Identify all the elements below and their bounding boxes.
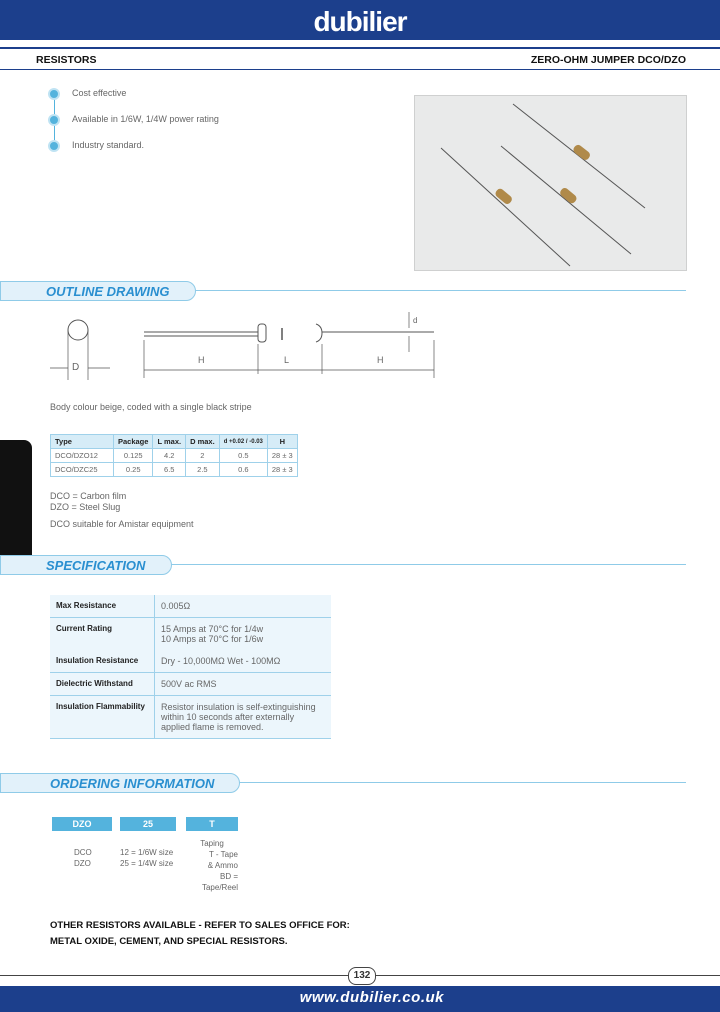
page-number: 132 — [348, 967, 376, 985]
website-link[interactable]: www.dubilier.co.uk — [299, 989, 444, 1006]
spec-value — [155, 673, 332, 696]
product-photo — [414, 95, 687, 271]
spec-row — [50, 618, 331, 651]
order-code-series: DZO — [52, 817, 112, 831]
brand-logo: dubilier — [313, 6, 407, 37]
spec-value — [155, 595, 332, 618]
order-option: 12 = 1/6W size — [120, 848, 174, 857]
order-option: T - Tape — [208, 850, 238, 859]
table-row — [51, 449, 298, 463]
order-options-series — [74, 847, 92, 869]
spec-label: Insulation Flammability — [50, 696, 155, 739]
dim-label-d: d — [413, 316, 418, 325]
section-label: SECTION 4 — [12, 608, 24, 668]
outline-drawing — [40, 310, 440, 382]
spec-line: applied flame is removed. — [161, 722, 264, 732]
section-side-tab — [0, 440, 32, 668]
top-banner — [0, 0, 720, 40]
dimension-table — [50, 434, 298, 477]
spec-label: Current Rating — [50, 618, 155, 651]
order-option: BD = Tape/Reel — [201, 872, 238, 892]
table-cell: 0.6 — [219, 463, 267, 477]
table-cell: 0.25 — [114, 463, 153, 477]
footer-bar — [0, 986, 720, 1012]
specification-title: SPECIFICATION — [46, 558, 146, 573]
col-header: d +0.02 / -0.03 — [219, 435, 267, 449]
table-cell: DCO/DZC25 — [51, 463, 114, 477]
table-cell: DCO/DZO12 — [51, 449, 114, 463]
category-label: RESISTORS — [36, 54, 97, 66]
table-cell: 28 ± 3 — [267, 449, 297, 463]
spec-label: Insulation Resistance — [50, 650, 155, 673]
dim-label-H: H — [377, 355, 384, 365]
col-header: L max. — [153, 435, 186, 449]
order-option: 25 = 1/4W size — [120, 859, 174, 868]
spec-row — [50, 673, 331, 696]
bullet-icon — [48, 114, 60, 126]
spec-line: Resistor insulation is self-extinguishing — [161, 702, 316, 712]
bullet-icon — [48, 88, 60, 100]
spec-line: 500V ac RMS — [161, 679, 217, 689]
other-resistors-note: OTHER RESISTORS AVAILABLE - REFER TO SALES OFFICE FOR: METAL OXIDE, CEMENT, AND SPECIAL RESISTORS. — [50, 920, 350, 947]
section-rule — [166, 564, 686, 565]
spec-value — [155, 696, 332, 739]
spec-line: Dry - 10,000MΩ Wet - 100MΩ — [161, 656, 281, 666]
col-header: H — [267, 435, 297, 449]
section-rule — [190, 290, 686, 291]
order-option: Taping — [200, 839, 224, 848]
dim-label-D: D — [72, 362, 80, 373]
spec-value — [155, 650, 332, 673]
outline-drawing-title: OUTLINE DRAWING — [46, 284, 170, 299]
ordering-title: ORDERING INFORMATION — [50, 776, 215, 791]
order-options-size — [120, 847, 173, 869]
specification-table — [50, 595, 331, 739]
table-cell: 4.2 — [153, 449, 186, 463]
resistor-photo-illustration — [415, 96, 686, 270]
product-title: ZERO-OHM JUMPER DCO/DZO — [530, 54, 686, 66]
note-line: DCO suitable for Amistar equipment — [50, 519, 194, 529]
col-header: Type — [51, 435, 114, 449]
table-row — [51, 463, 298, 477]
table-cell: 6.5 — [153, 463, 186, 477]
dim-label-H: H — [198, 355, 205, 365]
table-cell: 28 ± 3 — [267, 463, 297, 477]
order-code-size: 25 — [120, 817, 176, 831]
dim-label-L: L — [284, 355, 290, 365]
spec-value — [155, 618, 332, 651]
table-cell: 2.5 — [186, 463, 220, 477]
order-option: DCO — [74, 848, 92, 857]
col-header: Package — [114, 435, 153, 449]
feature-item: Industry standard. — [72, 140, 145, 150]
header-rule-bottom — [0, 69, 720, 70]
note-line: DZO = Steel Slug — [50, 502, 121, 512]
feature-item: Available in 1/6W, 1/4W power rating — [72, 114, 219, 124]
spec-row — [50, 595, 331, 618]
col-header: D max. — [186, 435, 220, 449]
order-option: DZO — [74, 859, 91, 868]
body-note: Body colour beige, coded with a single black stripe — [50, 402, 252, 412]
table-cell: 2 — [186, 449, 220, 463]
note-line: DCO = Carbon film — [50, 491, 127, 501]
feature-item: Cost effective — [72, 88, 127, 98]
table-cell: 0.125 — [114, 449, 153, 463]
spec-line: 10 Amps at 70°C for 1/6w — [161, 634, 264, 644]
spec-line: 15 Amps at 70°C for 1/4w — [161, 624, 264, 634]
material-notes — [50, 491, 194, 530]
spec-line: within 10 seconds after externally — [161, 712, 295, 722]
table-cell: 0.5 — [219, 449, 267, 463]
spec-label: Dielectric Withstand — [50, 673, 155, 696]
spec-row — [50, 650, 331, 673]
spec-line: 0.005Ω — [161, 601, 191, 611]
spec-label: Max Resistance — [50, 595, 155, 618]
spec-row — [50, 696, 331, 739]
section-rule — [234, 782, 686, 783]
order-option: & Ammo — [207, 861, 238, 870]
header-rule-top — [0, 47, 720, 49]
order-code-packaging: T — [186, 817, 238, 831]
bullet-icon — [48, 140, 60, 152]
order-options-packaging — [186, 838, 238, 893]
